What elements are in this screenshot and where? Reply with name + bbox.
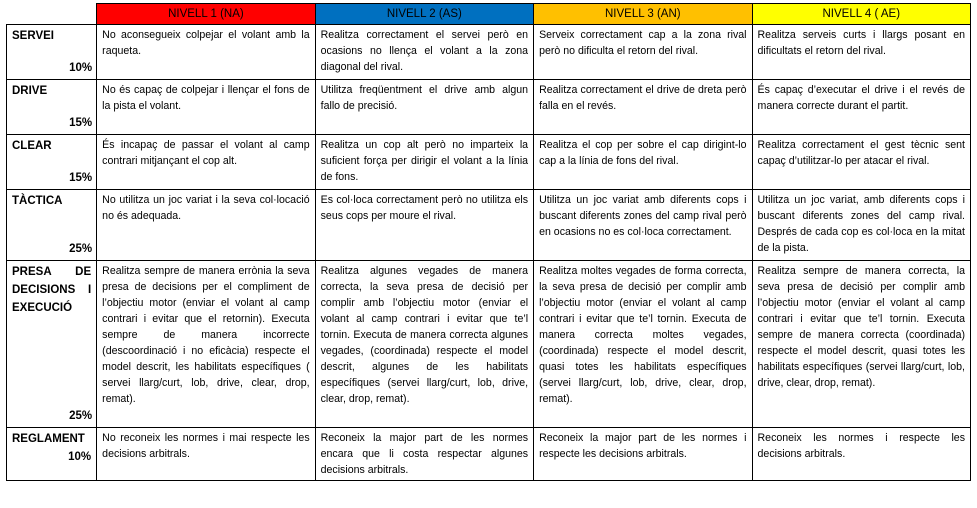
criterion-label: SERVEI xyxy=(12,30,54,42)
criterion-cell xyxy=(7,261,97,428)
descriptor-cell: Realitza algunes vegades de manera correcta, la seva presa de decisió per complir amb l’objectiu motor (enviar el volant al camp contrari i evitar que te’l tornin. Executa de manera correcta algunes vegades, (coordinada) respecte el model descrit, algunes de les habilitats específiques (servei llarg/curt, lob, drive, clear, drop, remat). xyxy=(315,261,533,428)
descriptor-cell: No utilitza un joc variat i la seva col·locació no és adequada. xyxy=(97,190,315,261)
descriptor-cell: Utilitza un joc variat amb diferents cops i buscant diferents zones del camp rival però en ocasions no es col·loca correctament. xyxy=(534,190,752,261)
criterion-label: REGLAMENT xyxy=(12,433,85,445)
criterion-weight: 25% xyxy=(69,410,93,422)
descriptor-cell: Realitza sempre de manera errònia la seva presa de decisions per el compliment de l’objectiu motor (enviar el volant al camp contrari i evitar que el retornin). Executa sempre de manera incorrecte (descoordinació i no eficàcia) respecte el model descrit, les habilitats específiques ( servei llarg/curt, lob, drive, clear, drop, remat). xyxy=(97,261,315,428)
descriptor-cell: Realitza sempre de manera correcta, la seva presa de decisió per complir amb l’objectiu motor (enviar el volant al camp contrari i evitar que te’l tornin. Executa sempre de manera correcta (coordinada) respecte el model descrit, quasi totes les habilitats específiques (servei llarg/curt, lob, drive, clear, drop, remat). xyxy=(752,261,970,428)
table-row xyxy=(7,190,971,261)
descriptor-cell: No és capaç de colpejar i llençar el fons de la pista el volant. xyxy=(97,80,315,135)
level-3-header: NIVELL 3 (AN) xyxy=(534,4,752,25)
criterion-cell xyxy=(7,135,97,190)
descriptor-cell: Realitza el cop per sobre el cap dirigint-lo cap a la línia de fons del rival. xyxy=(534,135,752,190)
level-2-header: NIVELL 2 (AS) xyxy=(315,4,533,25)
descriptor-cell: Realitza un cop alt però no imparteix la suficient força per dirigir el volant a la línia de fons. xyxy=(315,135,533,190)
descriptor-cell: No aconsegueix colpejar el volant amb la raqueta. xyxy=(97,25,315,80)
descriptor-cell: Reconeix la major part de les normes i respecte les decisions arbitrals. xyxy=(534,428,752,481)
criterion-cell xyxy=(7,428,97,481)
criterion-weight: 15% xyxy=(69,117,93,129)
criterion-weight: 25% xyxy=(69,243,93,255)
descriptor-cell: Es col·loca correctament però no utilitza els seus cops per moure el rival. xyxy=(315,190,533,261)
table-row xyxy=(7,428,971,481)
table-row xyxy=(7,25,971,80)
criterion-label: TÀCTICA xyxy=(12,195,63,207)
criterion-weight: 15% xyxy=(69,172,93,184)
corner-cell xyxy=(7,4,97,25)
descriptor-cell: És incapaç de passar el volant al camp contrari mitjançant el cop alt. xyxy=(97,135,315,190)
level-4-header: NIVELL 4 ( AE) xyxy=(752,4,970,25)
criterion-label: PRESA DE DECISIONS I EXECUCIÓ xyxy=(12,266,92,314)
criterion-cell xyxy=(7,80,97,135)
descriptor-cell: Utilitza freqüentment el drive amb algun fallo de precisió. xyxy=(315,80,533,135)
descriptor-cell: Realitza serveis curts i llargs posant en dificultats el retorn del rival. xyxy=(752,25,970,80)
rubric-table xyxy=(6,3,971,481)
descriptor-cell: No reconeix les normes i mai respecte les decisions arbitrals. xyxy=(97,428,315,481)
criterion-cell xyxy=(7,25,97,80)
descriptor-cell: Realitza moltes vegades de forma correcta, la seva presa de decisió per complir amb l’objectiu motor (enviar el volant al camp contrari i evitar que te’l tornin. Executa de manera correcta moltes vegades, (coordinada) respecte el model descrit, quasi totes les habilitats específiques (servei llarg/curt, lob, drive, clear, drop, remat). xyxy=(534,261,752,428)
descriptor-cell: Realitza correctament el gest tècnic sent capaç d’utilitzar-lo per atacar el rival. xyxy=(752,135,970,190)
descriptor-cell: És capaç d’executar el drive i el revés de manera correcte durant el partit. xyxy=(752,80,970,135)
descriptor-cell: Realitza correctament el servei però en ocasions no llença el volant a la zona diagonal del rival. xyxy=(315,25,533,80)
descriptor-cell: Reconeix la major part de les normes encara que li costa respectar algunes decisions arbitrals. xyxy=(315,428,533,481)
descriptor-cell: Reconeix les normes i respecte les decisions arbitrals. xyxy=(752,428,970,481)
table-row xyxy=(7,261,971,428)
criterion-weight: 10% xyxy=(68,451,92,463)
criterion-label: DRIVE xyxy=(12,85,48,97)
header-row xyxy=(7,4,971,25)
criterion-label: CLEAR xyxy=(12,140,52,152)
criterion-weight: 10% xyxy=(69,62,93,74)
descriptor-cell: Realitza correctament el drive de dreta però falla en el revés. xyxy=(534,80,752,135)
descriptor-cell: Utilitza un joc variat, amb diferents cops i buscant diferents zones del camp rival. Després de cada cop es col·loca en la mitat de la pista. xyxy=(752,190,970,261)
table-row xyxy=(7,135,971,190)
level-1-header: NIVELL 1 (NA) xyxy=(97,4,315,25)
criterion-cell xyxy=(7,190,97,261)
descriptor-cell: Serveix correctament cap a la zona rival però no dificulta el retorn del rival. xyxy=(534,25,752,80)
table-row xyxy=(7,80,971,135)
